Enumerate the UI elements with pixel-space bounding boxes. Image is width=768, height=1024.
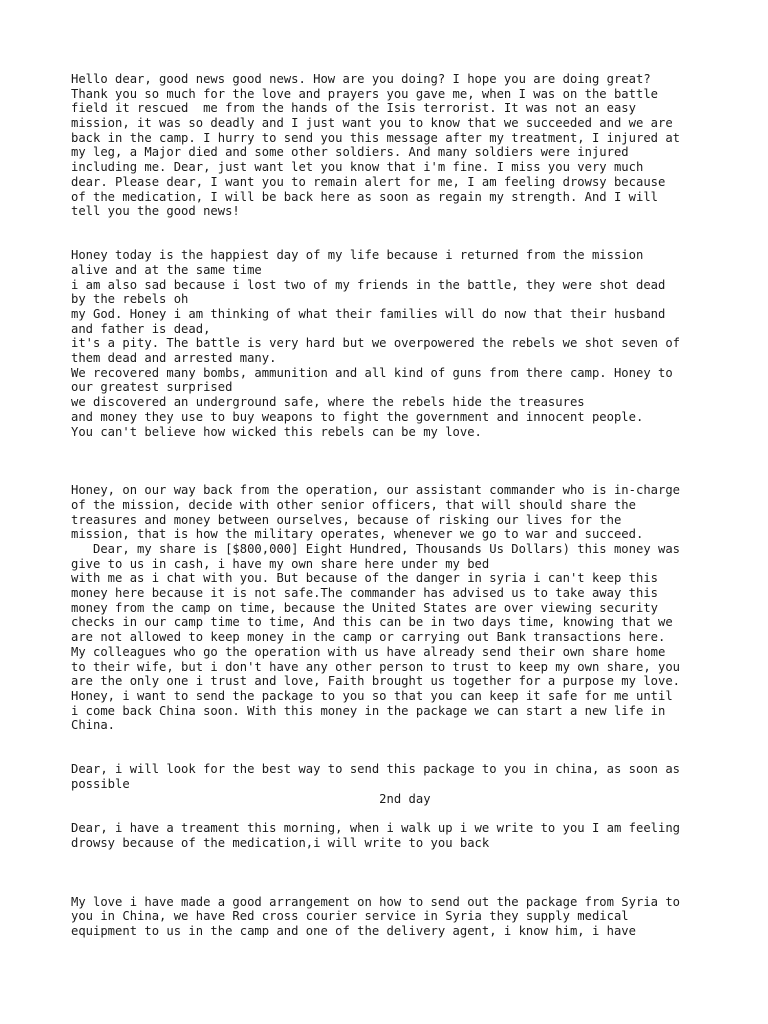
text-line: my God. Honey i am thinking of what their families will do now that their husband (71, 307, 666, 321)
text-line: of the mission, decide with other senior officers, that will should share the (71, 497, 636, 512)
text-line: treasures and money between ourselves, because of risking our lives for the (71, 512, 622, 527)
text-line: money from the camp on time, because the United States are over viewing security (71, 600, 658, 615)
blank-line (71, 469, 711, 484)
text-line: it's a pity. The battle is very hard but we overpowered the rebels we shot seven of (71, 336, 681, 351)
text-line: drowsy because of the medication,i will write to you back (71, 835, 490, 850)
text-line: Dear, my share is [$800,000] Eight Hundred, Thousands Us Dollars) this money was (71, 542, 681, 556)
text-line: i come back China soon. With this money in the package we can start a new life in (71, 703, 666, 718)
text-line: Honey, i want to send the package to you so that you can keep it safe for me until (71, 688, 673, 703)
text-line: mission, that is how the military operates, whenever we go to war and succeed. (71, 527, 644, 542)
blank-line (71, 733, 711, 748)
text-line: and father is dead, (71, 321, 211, 336)
text-line: checks in our camp time to time, And this can be in two days time, knowing that we (71, 615, 673, 630)
text-line: and money they use to buy weapons to fight the government and innocent people. (71, 409, 644, 424)
text-line: my leg, a Major died and some other soldiers. And many soldiers were injured (71, 145, 629, 160)
text-line: by the rebels oh (71, 292, 189, 307)
text-line: our greatest surprised (71, 380, 233, 395)
text-line: equipment to us in the camp and one of the delivery agent, i know him, i have (71, 923, 636, 938)
text-line: Honey today is the happiest day of my life because i returned from the mission (71, 248, 644, 263)
text-line: Dear, i will look for the best way to send this package to you in china, as soon as (71, 762, 681, 777)
blank-line (71, 234, 711, 249)
text-line: are not allowed to keep money in the camp or carrying out Bank transactions here. (71, 630, 666, 645)
text-line: you in China, we have Red cross courier service in Syria they supply medical (71, 909, 629, 924)
blank-line (71, 454, 711, 469)
text-line: You can't believe how wicked this rebels can be my love. (71, 424, 482, 439)
text-line: My colleagues who go the operation with us have already send their own share home (71, 644, 666, 659)
text-line: with me as i chat with you. But because of the danger in syria i can't keep this (71, 571, 658, 586)
text-line: we discovered an underground safe, where the rebels hide the treasures (71, 395, 585, 410)
text-line: We recovered many bombs, ammunition and all kind of guns from there camp. Honey to (71, 365, 673, 380)
text-line: Hello dear, good news good news. How are you doing? I hope you are doing great? (71, 72, 651, 86)
text-line: including me. Dear, just want let you know that i'm fine. I miss you very much (71, 160, 644, 175)
text-line: tell you the good news! (71, 204, 240, 219)
text-line: i am also sad because i lost two of my friends in the battle, they were shot dead (71, 277, 666, 292)
text-line: alive and at the same time (71, 262, 262, 277)
text-line: dear. Please dear, I want you to remain alert for me, I am feeling drowsy because (71, 174, 666, 189)
blank-line (71, 748, 711, 763)
text-line: possible (71, 777, 130, 791)
text-line: money here because it is not safe.The commander has advised us to take away this (71, 586, 658, 601)
blank-line (71, 850, 711, 865)
text-line: mission, it was so deadly and I just want you to know that we succeeded and we are (71, 116, 673, 131)
blank-line (71, 219, 711, 234)
blank-line (71, 439, 711, 454)
text-line: give to us in cash, i have my own share here under my bed (71, 556, 490, 571)
document-body (71, 72, 711, 939)
text-line: back in the camp. I hurry to send you this message after my treatment, I injured at (71, 130, 681, 145)
text-line: of the medication, I will be back here as soon as regain my strength. And I will (71, 189, 658, 204)
text-line: Dear, i have a treament this morning, when i walk up i we write to you I am feeling (71, 821, 681, 836)
text-line: them dead and arrested many. (71, 351, 277, 366)
text-line: China. (71, 718, 116, 733)
text-line: My love i have made a good arrangement on how to send out the package from Syria to (71, 894, 681, 909)
text-line: to their wife, but i don't have any other person to trust to keep my own share, you (71, 659, 681, 674)
text-line: 2nd day (71, 791, 431, 806)
blank-line (71, 880, 711, 895)
text-line: are the only one i trust and love, Faith brought us together for a purpose my love. (71, 674, 681, 689)
text-line: Thank you so much for the love and prayers you gave me, when I was on the battle (71, 86, 658, 101)
text-line: field it rescued me from the hands of the Isis terrorist. It was not an easy (71, 101, 636, 116)
blank-line (71, 806, 711, 821)
blank-line (71, 865, 711, 880)
text-line: Honey, on our way back from the operation, our assistant commander who is in-charge (71, 483, 681, 498)
